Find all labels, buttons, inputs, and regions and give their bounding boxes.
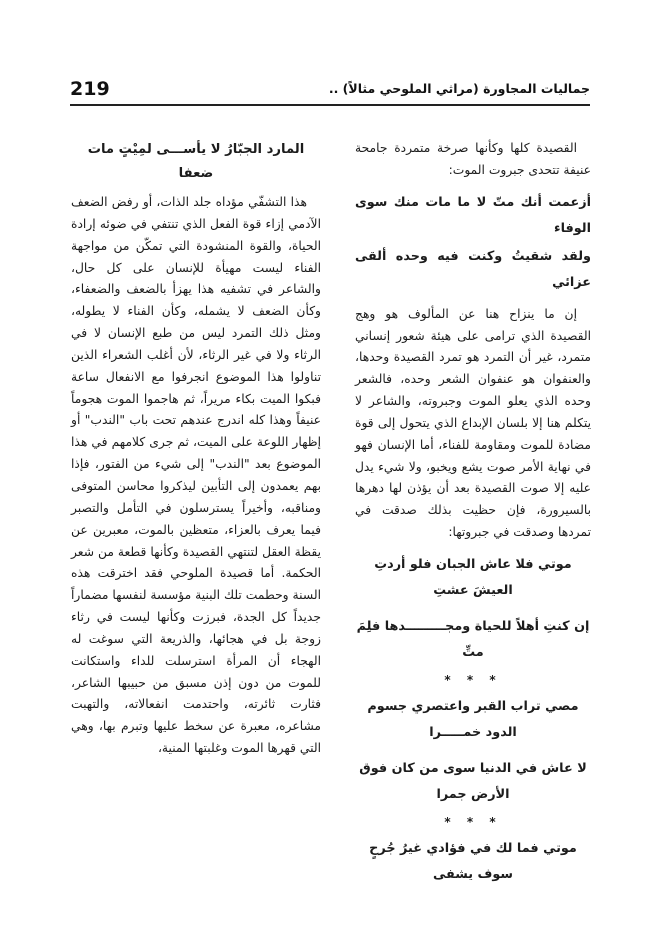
left-column bbox=[71, 138, 321, 760]
page-header bbox=[70, 78, 590, 104]
verse-heading: المارد الجبّارُ لا يأســـى لمِيْتٍ مات ضعفا bbox=[87, 142, 305, 181]
right-column bbox=[355, 138, 591, 890]
header-rule bbox=[70, 104, 590, 106]
page-number: 219 bbox=[70, 78, 110, 100]
verse-line: لا عاش في الدنيا سوى من كان فوق الأرض جمرا bbox=[359, 760, 587, 802]
verse-line: موتي فما لك في فؤادي غيرُ جُرحٍ سوف يشفى bbox=[369, 840, 577, 882]
verse-line: ولقد شقيتُ وكنت فيه وحده ألقى عزائي bbox=[355, 248, 591, 290]
body-paragraph: إن ما ينزاح هنا عن المألوف هو وهج القصيدة الذي ترامى على هيئة شعور إنساني متمرد، غير أن التمرد هو تمرد القصيدة وحدها، والعنفوان هو عنفوان الشعر وحده، فالشعر وحده الذي يعلو الموت وجبروته، والشاعر لا يتكلم هنا إلا بلسان الإبداع الذي يتحول إلى قوة مضادة للموت ومقاومة للفناء، أما الإنسان فهو في نهاية الأمر صوت يشع ويخبو، ولا شيء يدل عليه إلا صوت القصيدة بعد أن يؤذن لها دهرها بالسيرورة، فإن حظيت بذلك صدقت في تمردها وصدقت في جبروتها: bbox=[355, 306, 591, 540]
verse-line: أزعمت أنك متّ لا ما مات منك سوى الوفاء bbox=[355, 194, 591, 236]
stars-separator: * * * bbox=[444, 814, 502, 829]
verse-line: موتي فلا عاش الجبان فلو أردتِ العيشَ عشتِ bbox=[374, 556, 572, 598]
intro-paragraph: القصيدة كلها وكأنها صرخة متمردة جامحة عنيفة تتحدى جبروت الموت: bbox=[355, 141, 591, 177]
running-title: جماليات المجاورة (مراثي الملوحي مثالاً) .. bbox=[328, 81, 590, 96]
verse-line: مصي تراب القبر واعتصري جسوم الدود خمـــــرا bbox=[367, 698, 579, 740]
verse-line: إن كنتِ أهلاً للحياة ومجـــــــــدها فلِمَ متِّ bbox=[356, 618, 590, 660]
stars-separator: * * * bbox=[444, 672, 502, 687]
body-paragraph: هذا التشفّي مؤداه جلد الذات، أو رفض الضعف الآدمي إزاء قوة الفعل الذي تنتفي في ضوئه إرادة الحياة، والقوة المنشودة التي تمكّن من مواجهة الفناء ليست مهيأة للإنسان على كل حال، والشاعر في تشفيه هذا يهزأ بالضعف والضعفاء، وكأن الضعف لا يشمله، وكأن الفناء لا يطوله، ومثل ذلك التمرد ليس من طبع الإنسان لا في الرثاء ولا في غير الرثاء، لأن أغلب الشعراء الذين تناولوا هذا الموضوع انجرفوا مع الانفعال ساعة فبكوا الميت بكاء مريراً، ثم هاجموا الموت هجوماً عنيفاً وهذا كله اندرج عندهم تحت باب "الندب" أو إظهار اللوعة على الميت، ثم جرى كلامهم في هذا الموضوع بعد "الندب" إلى شيء من الفتور، فإذا بهم يعمدون إلى التأبين ليذكروا محاسن المتوفى ومناقبه، وأخيراً يسترسلون في التأمل والتصبر فيما يعرف بالعزاء، متعظين بالموت، معبرين عن يقظة العقل لتنتهي القصيدة وكأنها قطعة من شعر الحكمة. أما قصيدة الملوحي فقد اخترقت هذه السنة وحطمت تلك البنية مؤسسة لنفسها مضماراً جديداً كل الجدة، فبرزت وكأنها ليست في رثاء زوجة بل في هجائها، والذريعة التي سوغت له الهجاء أن المرأة استرسلت للداء واستكانت للموت من دون إذن مسبق من حبيبها الشاعر، فثارت ثائرته، واحتدمت انفعالاته، والتهبت مشاعره، معبرة عن سخط عليها وتبرم بها، وهي التي قهرها الموت وغلبتها المنية، bbox=[71, 195, 321, 756]
